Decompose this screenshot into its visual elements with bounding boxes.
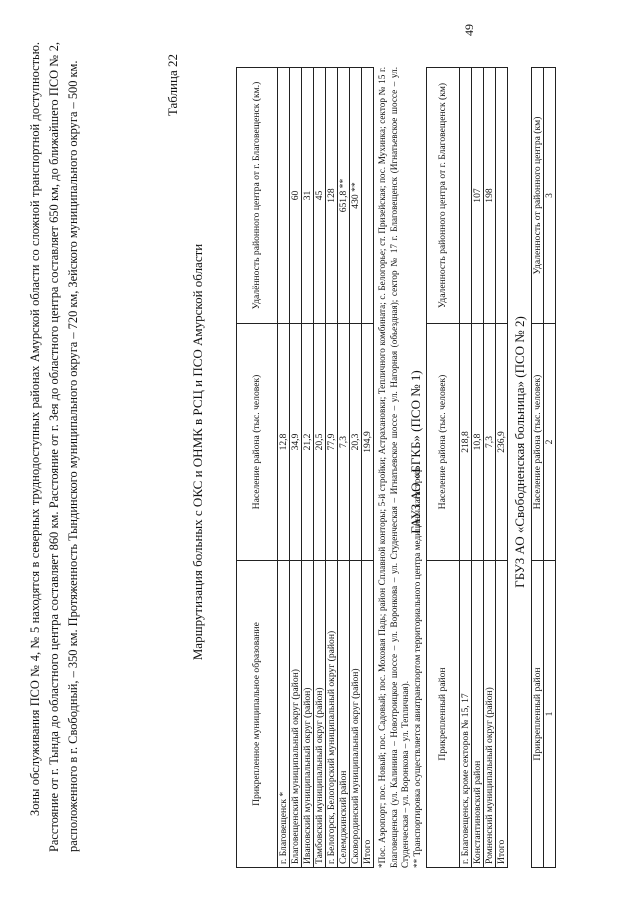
table-row xyxy=(484,68,496,868)
table-title: Маршрутизация больных с ОКС и ОНМК в РСЦ и ПСО Амурской области xyxy=(190,243,205,661)
table-header-population: Население района (тыс. человек) xyxy=(532,324,544,561)
table-row xyxy=(290,68,302,868)
table-row-total xyxy=(362,68,374,868)
table-header-row xyxy=(532,68,544,868)
table-cell: 430 ** xyxy=(350,68,362,324)
table-cell: 1 xyxy=(544,561,556,868)
table-row xyxy=(278,68,290,868)
section-heading-pso2: ГБУЗ АО «Свободненская больница» (ПСО № 2) xyxy=(512,316,527,588)
footnote-sectors: *Пос. Аэропорт; пос. Новый; пос. Садовый; пос. Моховая Падь; район Сплавной конторы; 5-й стройки; Астрахановки; Тепличного комбината; с. Белогорье; ст. Призейская; пос. Мухинка; сектор № 15 г. Благовещенска (ул. Калинина – Новотроицкое шоссе – ул. Воронкова – ул. Студенческая – Игнатьевское шоссе – ул. Нагорная (обьездная); сектор № 17 г. Благовещенск (Игнатьевское шоссе – ул. Студенческая – ул. Воронкова – ул. Тепличная). xyxy=(377,67,410,868)
table-row xyxy=(350,68,362,868)
table-cell: 77,9 xyxy=(326,324,338,561)
pso1-table xyxy=(426,67,508,868)
table-header-distance: Удаленность районного центра от г. Благовещенск (км) xyxy=(427,68,460,324)
table-cell: 236,9 xyxy=(496,324,508,561)
table-cell xyxy=(278,68,290,324)
table-cell: 12,8 xyxy=(278,324,290,561)
table-header-population: Население района (тыс. человек) xyxy=(427,324,460,561)
table-cell: г. Белогорск, Белогорский муниципальный округ (район) xyxy=(326,561,338,868)
table-header-distance: Удаленность от районного центра (км) xyxy=(532,68,544,324)
table-header-distance: Удалённость районного центра от г. Благовещенск (км.) xyxy=(237,68,278,324)
table-row xyxy=(302,68,314,868)
table-header-district: Прикрепленное муниципальное образование xyxy=(237,561,278,868)
table-cell: Ивановский муниципальный округ (район) xyxy=(302,561,314,868)
table-cell: 21,2 xyxy=(302,324,314,561)
table-cell: 194,9 xyxy=(362,324,374,561)
table-cell: г. Благовещенск * xyxy=(278,561,290,868)
table-row-total xyxy=(496,68,508,868)
table-row xyxy=(338,68,350,868)
table-cell: 10,8 xyxy=(472,324,484,561)
table-cell xyxy=(460,68,472,324)
table-cell: 34,9 xyxy=(290,324,302,561)
table-row xyxy=(460,68,472,868)
table-cell: 7,3 xyxy=(338,324,350,561)
table-cell: 128 xyxy=(326,68,338,324)
table-cell: 651,8 ** xyxy=(338,68,350,324)
table-cell: Итого xyxy=(496,561,508,868)
table-row xyxy=(314,68,326,868)
table-cell: Сковородинский муниципальный округ (район) xyxy=(350,561,362,868)
table-row xyxy=(472,68,484,868)
table-cell xyxy=(496,68,508,324)
table-cell: 7,3 xyxy=(484,324,496,561)
section-heading-pso1: ГАУЗ АО «БГКБ» (ПСО № 1) xyxy=(408,370,423,534)
table-label: Таблица 22 xyxy=(165,54,180,117)
table-cell: 198 xyxy=(484,68,496,324)
table-cell: Тамбовский муниципальный округ (район) xyxy=(314,561,326,868)
table-cell: Ромненский муниципальный округ (район) xyxy=(484,561,496,868)
table-cell: 20,5 xyxy=(314,324,326,561)
table-cell: 60 xyxy=(290,68,302,324)
table-cell: 218,8 xyxy=(460,324,472,561)
pso2-table xyxy=(531,67,556,868)
table-cell: Итого xyxy=(362,561,374,868)
routing-table-main xyxy=(236,67,374,868)
table-cell: 107 xyxy=(472,68,484,324)
table-header-population: Население района (тыс. человек) xyxy=(237,324,278,561)
footnote-air-transport: ** Транспортировка осуществляется авиатранспортом территориального центра медицины катастроф xyxy=(411,468,422,868)
table-cell xyxy=(362,68,374,324)
table-header-district: Прикрепленный район xyxy=(532,561,544,868)
table-cell: 20,3 xyxy=(350,324,362,561)
table-column-numbers xyxy=(544,68,556,868)
table-cell: г. Благовещенск, кроме секторов № 15, 17 xyxy=(460,561,472,868)
page-number: 49 xyxy=(462,24,476,36)
table-cell: Благовещенский муниципальный округ (район) xyxy=(290,561,302,868)
intro-paragraph: Зоны обслуживания ПСО № 4, № 5 находятся в северных труднодоступных районах Амурской области со сложной транспортной доступностью. Расстояние от г. Тында до областного центра составляет 860 км. Расстояние от г. Зея до областного центра составляет 650 км, до ближайшего ПСО № 2, расположенного в г. Свободный, – 350 км. Протяженность Тындинского муниципального округа – 720 км, Зейского муниципального округа – 500 км. xyxy=(28,42,80,852)
table-cell: 31 xyxy=(302,68,314,324)
table-cell: 2 xyxy=(544,324,556,561)
table-cell: 45 xyxy=(314,68,326,324)
table-cell: Константиновский район xyxy=(472,561,484,868)
table-cell: 3 xyxy=(544,68,556,324)
table-row xyxy=(326,68,338,868)
table-header-district: Прикрепленный район xyxy=(427,561,460,868)
table-cell: Селемджинский район xyxy=(338,561,350,868)
